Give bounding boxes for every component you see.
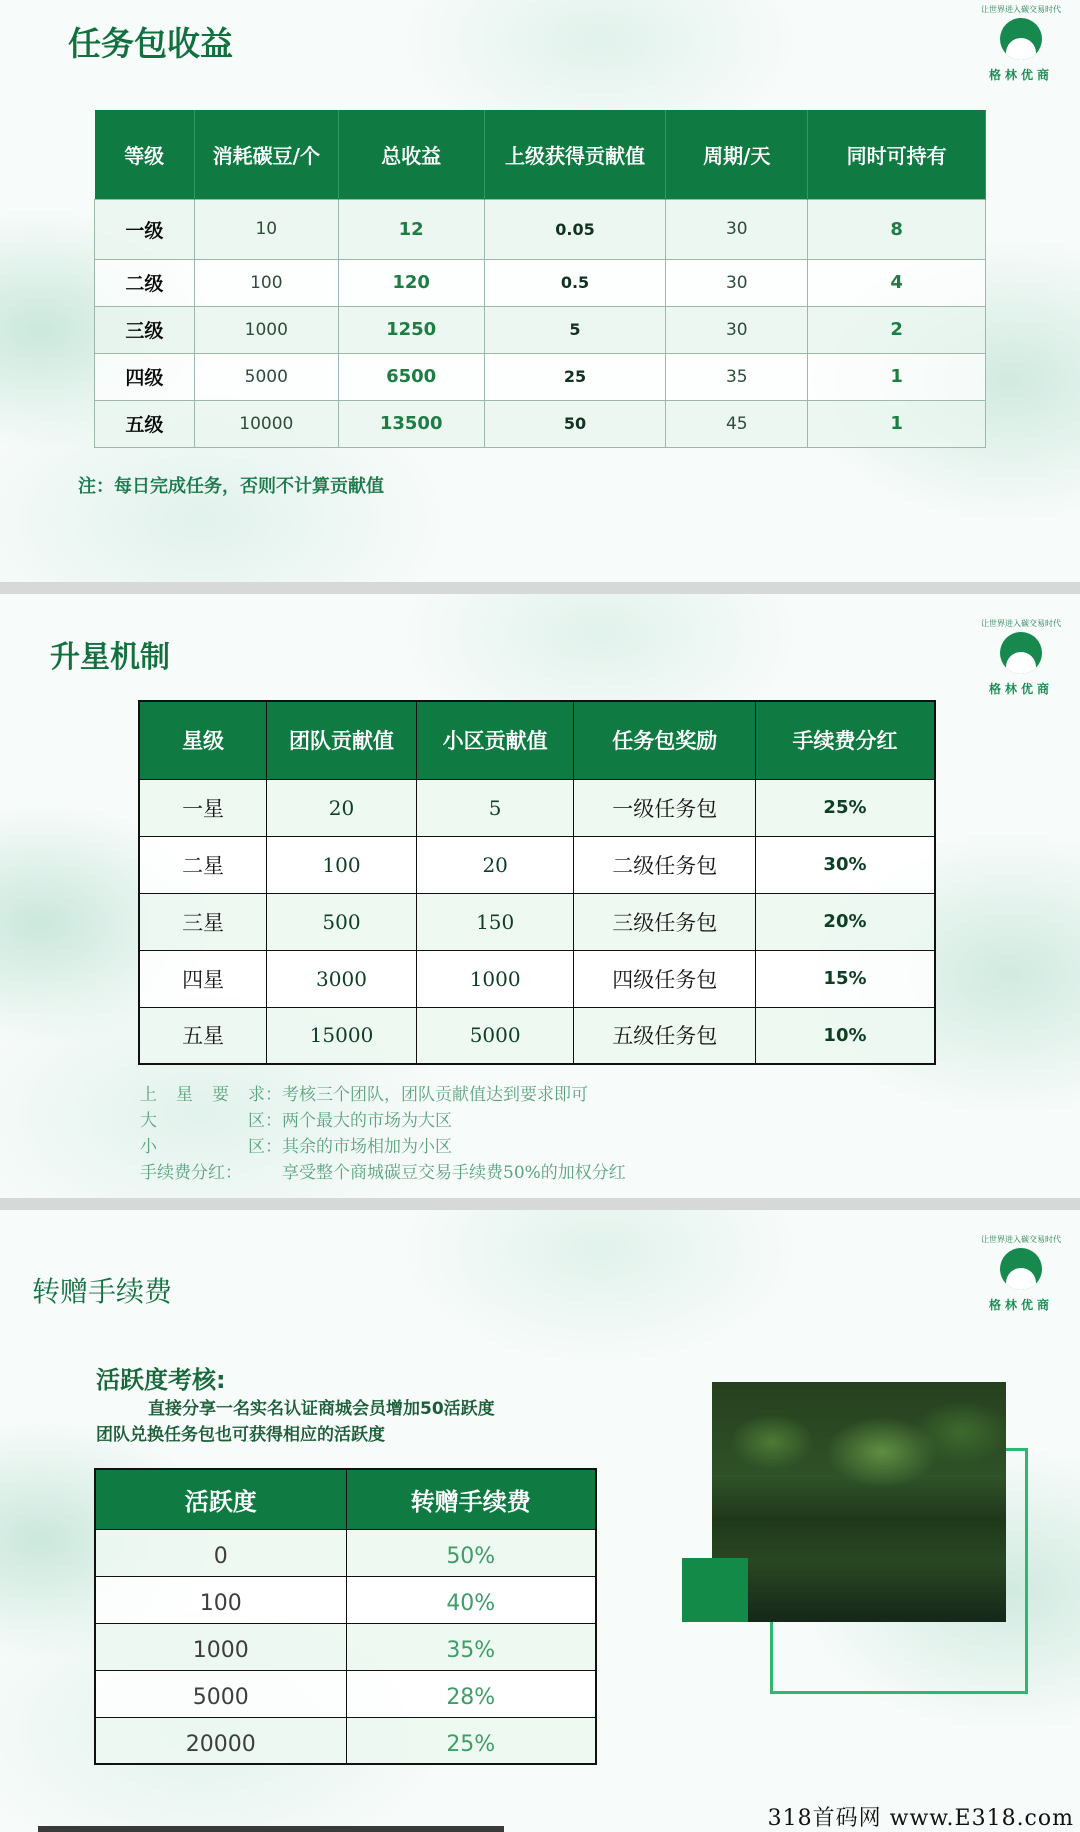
cell-contribution: 5 [484, 306, 666, 353]
cell-period: 30 [666, 199, 808, 259]
cell-reward: 二级任务包 [574, 836, 755, 893]
cell-contribution: 0.05 [484, 199, 666, 259]
cell-dividend: 20% [755, 893, 935, 950]
cell-contribution: 50 [484, 400, 666, 447]
cell-holdable: 8 [808, 199, 986, 259]
slide-task-package-income [0, 0, 1080, 582]
table-row [139, 950, 935, 1007]
rule-key-char: 区： [248, 1111, 282, 1131]
col-header: 同时可持有 [808, 110, 986, 199]
brand-logo [976, 1234, 1066, 1324]
cell-total-income: 12 [338, 199, 484, 259]
table-row [139, 779, 935, 836]
decorative-green-block [682, 1558, 748, 1622]
cell-star: 一星 [139, 779, 267, 836]
table-row [139, 836, 935, 893]
col-header: 消耗碳豆/个 [194, 110, 338, 199]
table-row [95, 400, 986, 447]
rule-text: 考核三个团队，团队贡献值达到要求即可 [282, 1085, 588, 1105]
cell-activity: 0 [95, 1529, 346, 1576]
cell-level: 二级 [95, 259, 195, 306]
cell-total-income: 13500 [338, 400, 484, 447]
logo-brand-name: 格林优商 [988, 682, 1053, 696]
cell-total-income: 1250 [338, 306, 484, 353]
rule-key-char: 要 [212, 1085, 229, 1105]
cell-star: 五星 [139, 1007, 267, 1064]
rule-text: 享受整个商城碳豆交易手续费50%的加权分红 [282, 1163, 626, 1183]
logo-emblem-icon [1000, 18, 1042, 60]
cell-fee: 35% [346, 1623, 596, 1670]
col-header: 手续费分红 [755, 701, 935, 779]
cell-fee: 25% [346, 1717, 596, 1764]
cell-small-area-value: 1000 [416, 950, 574, 1007]
logo-emblem-icon [1000, 1248, 1042, 1290]
cell-activity: 5000 [95, 1670, 346, 1717]
logo-slogan: 让世界进入碳交易时代 [981, 5, 1061, 14]
cell-fee: 40% [346, 1576, 596, 1623]
cell-dividend: 25% [755, 779, 935, 836]
cell-reward: 一级任务包 [574, 779, 755, 836]
activity-rule-line: 直接分享一名实名认证商城会员增加50活跃度 [148, 1399, 495, 1419]
rule-key-char: 上 [140, 1085, 157, 1105]
rule-key-char: 星 [176, 1085, 193, 1105]
cell-level: 三级 [95, 306, 195, 353]
col-header: 活跃度 [95, 1469, 346, 1529]
brand-logo [976, 4, 1066, 94]
rule-item [140, 1134, 626, 1160]
logo-brand-name: 格林优商 [988, 68, 1053, 82]
cell-dividend: 30% [755, 836, 935, 893]
cell-small-area-value: 5 [416, 779, 574, 836]
table-row [95, 306, 986, 353]
cell-cost: 5000 [194, 353, 338, 400]
col-header: 上级获得贡献值 [484, 110, 666, 199]
slide-star-upgrade [0, 594, 1080, 1198]
col-header: 任务包奖励 [574, 701, 755, 779]
rule-key-char: 手续费分红： [140, 1163, 242, 1183]
cell-reward: 四级任务包 [574, 950, 755, 1007]
rules-list [140, 1082, 626, 1186]
rule-key-char: 区： [248, 1137, 282, 1157]
cell-star: 二星 [139, 836, 267, 893]
cell-dividend: 10% [755, 1007, 935, 1064]
slide-transfer-fee [0, 1210, 1080, 1832]
col-header: 转赠手续费 [346, 1469, 596, 1529]
cell-holdable: 1 [808, 400, 986, 447]
cell-team-value: 500 [267, 893, 417, 950]
table-row [95, 1717, 596, 1764]
table-row [95, 1623, 596, 1670]
cell-team-value: 15000 [267, 1007, 417, 1064]
logo-brand-name: 格林优商 [988, 1298, 1053, 1312]
cell-contribution: 25 [484, 353, 666, 400]
table-row [95, 1670, 596, 1717]
cell-star: 四星 [139, 950, 267, 1007]
cell-period: 30 [666, 306, 808, 353]
forest-lake-photo [712, 1382, 1006, 1622]
rule-item [140, 1082, 626, 1108]
rule-item [140, 1108, 626, 1134]
cell-fee: 28% [346, 1670, 596, 1717]
cell-reward: 五级任务包 [574, 1007, 755, 1064]
cell-fee: 50% [346, 1529, 596, 1576]
logo-slogan: 让世界进入碳交易时代 [981, 619, 1061, 628]
activity-heading: 活跃度考核: [96, 1366, 226, 1394]
cell-activity: 20000 [95, 1717, 346, 1764]
logo-slogan: 让世界进入碳交易时代 [981, 1235, 1061, 1244]
cell-level: 四级 [95, 353, 195, 400]
col-header: 等级 [95, 110, 195, 199]
table-row [139, 1007, 935, 1064]
cell-cost: 100 [194, 259, 338, 306]
rule-key-char: 求： [248, 1085, 282, 1105]
rule-key [140, 1160, 282, 1186]
cell-holdable: 4 [808, 259, 986, 306]
table-row [95, 1576, 596, 1623]
cell-cost: 10 [194, 199, 338, 259]
rule-key-char: 小 [140, 1137, 157, 1157]
table-row [95, 1529, 596, 1576]
rule-text: 两个最大的市场为大区 [282, 1111, 452, 1131]
col-header: 总收益 [338, 110, 484, 199]
table-row [95, 199, 986, 259]
cell-cost: 10000 [194, 400, 338, 447]
cell-total-income: 120 [338, 259, 484, 306]
transfer-fee-table [94, 1468, 597, 1765]
cell-holdable: 1 [808, 353, 986, 400]
cell-period: 30 [666, 259, 808, 306]
col-header: 星级 [139, 701, 267, 779]
table-note: 注：每日完成任务，否则不计算贡献值 [78, 476, 384, 497]
task-package-table [94, 110, 986, 448]
cell-reward: 三级任务包 [574, 893, 755, 950]
rule-key-char: 大 [140, 1111, 157, 1131]
activity-rule-line: 团队兑换任务包也可获得相应的活跃度 [96, 1425, 385, 1445]
bottom-bar [38, 1826, 504, 1832]
cell-dividend: 15% [755, 950, 935, 1007]
rule-text: 其余的市场相加为小区 [282, 1137, 452, 1157]
cell-total-income: 6500 [338, 353, 484, 400]
table-row [95, 259, 986, 306]
cell-activity: 100 [95, 1576, 346, 1623]
cell-team-value: 3000 [267, 950, 417, 1007]
star-level-table [138, 700, 936, 1065]
brand-logo [976, 618, 1066, 708]
slide-title: 升星机制 [50, 640, 170, 675]
cell-team-value: 100 [267, 836, 417, 893]
cell-small-area-value: 150 [416, 893, 574, 950]
cell-star: 三星 [139, 893, 267, 950]
table-header-row [95, 110, 986, 199]
cell-period: 35 [666, 353, 808, 400]
rule-key [140, 1082, 282, 1108]
table-row [139, 893, 935, 950]
cell-contribution: 0.5 [484, 259, 666, 306]
table-header-row [139, 701, 935, 779]
slide-title: 任务包收益 [68, 24, 233, 63]
rule-item [140, 1160, 626, 1186]
lake-reflection [712, 1521, 1006, 1622]
logo-emblem-icon [1000, 632, 1042, 674]
cell-activity: 1000 [95, 1623, 346, 1670]
cell-level: 一级 [95, 199, 195, 259]
cell-level: 五级 [95, 400, 195, 447]
cell-small-area-value: 5000 [416, 1007, 574, 1064]
slide-title: 转赠手续费 [32, 1275, 173, 1308]
col-header: 团队贡献值 [267, 701, 417, 779]
table-header-row [95, 1469, 596, 1529]
col-header: 小区贡献值 [416, 701, 574, 779]
col-header: 周期/天 [666, 110, 808, 199]
cell-holdable: 2 [808, 306, 986, 353]
cell-team-value: 20 [267, 779, 417, 836]
rule-key [140, 1108, 282, 1134]
cell-cost: 1000 [194, 306, 338, 353]
rule-key [140, 1134, 282, 1160]
site-watermark: 318首码网 www.E318.com [767, 1806, 1074, 1831]
cell-period: 45 [666, 400, 808, 447]
table-row [95, 353, 986, 400]
cell-small-area-value: 20 [416, 836, 574, 893]
